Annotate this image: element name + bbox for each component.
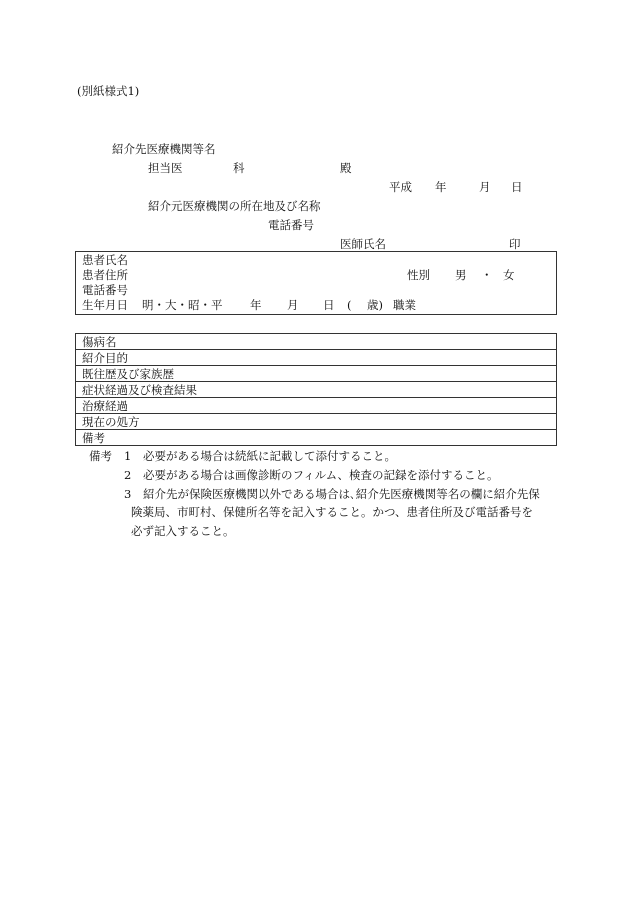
phone-label: 電話番号 [268, 218, 314, 232]
note-text: 紹介先が保険医療機関以外である場合は､紹介先医療機関等名の欄に紹介先保 [143, 487, 540, 501]
referral-purpose-label: 紹介目的 [82, 351, 128, 365]
note-text: 必要がある場合は画像診断のフィルム、検査の記録を添付すること。 [143, 468, 499, 482]
patient-phone-label: 電話番号 [82, 283, 128, 297]
note-number: 1 [124, 449, 132, 463]
note-number: 2 [124, 468, 132, 482]
sex-male: 男 [455, 268, 467, 282]
patient-address-label: 患者住所 [82, 268, 128, 282]
note-text: 必ず記入すること。 [131, 524, 235, 538]
birth-day-label: 日 [323, 298, 335, 312]
doctor-in-charge-label: 担当医 [148, 161, 183, 175]
clinical-row [76, 334, 556, 350]
era-label: 平成 [389, 180, 412, 194]
patient-name-label: 患者氏名 [82, 253, 128, 267]
dest-institution-label: 紹介先医療機関等名 [112, 142, 216, 156]
patient-info-box [75, 251, 557, 315]
clinical-row [76, 366, 556, 382]
diagnosis-label: 傷病名 [82, 335, 117, 349]
source-institution-label: 紹介元医療機関の所在地及び名称 [148, 199, 321, 213]
clinical-row [76, 398, 556, 414]
symptoms-label: 症状経過及び検査結果 [82, 383, 197, 397]
note-number: 3 [124, 487, 132, 501]
age-open: ( [347, 298, 352, 312]
sex-female: 女 [503, 268, 515, 282]
prescription-label: 現在の処方 [82, 415, 140, 429]
clinical-row [76, 382, 556, 398]
birthdate-label: 生年月日 [82, 298, 128, 312]
seal-label: 印 [509, 237, 521, 251]
treatment-label: 治療経過 [82, 399, 128, 413]
note-text: 必要がある場合は続紙に記載して添付すること。 [143, 449, 396, 463]
note-text: 険薬局、市町村、保健所名等を記入すること。かつ、患者住所及び電話番号を [131, 505, 534, 519]
physician-name-label: 医師氏名 [340, 237, 386, 251]
notes-label: 備考 [89, 449, 112, 463]
birth-month-label: 月 [287, 298, 299, 312]
remarks-label: 備考 [82, 431, 105, 445]
clinical-row [76, 350, 556, 366]
sex-label: 性別 [407, 268, 430, 282]
history-label: 既往歴及び家族歴 [82, 367, 174, 381]
honorific-label: 殿 [340, 161, 352, 175]
clinical-row [76, 414, 556, 430]
age-label: 歳) [367, 298, 383, 312]
occupation-label: 職業 [393, 298, 416, 312]
sex-separator: ・ [481, 268, 493, 282]
day-label: 日 [511, 180, 523, 194]
era-options: 明・大・昭・平 [142, 298, 223, 312]
form-id: (別紙様式1) [77, 84, 140, 98]
year-label: 年 [435, 180, 447, 194]
clinical-row [76, 430, 556, 446]
department-label: 科 [233, 161, 245, 175]
month-label: 月 [479, 180, 491, 194]
clinical-info-box [75, 333, 557, 446]
birth-year-label: 年 [250, 298, 262, 312]
